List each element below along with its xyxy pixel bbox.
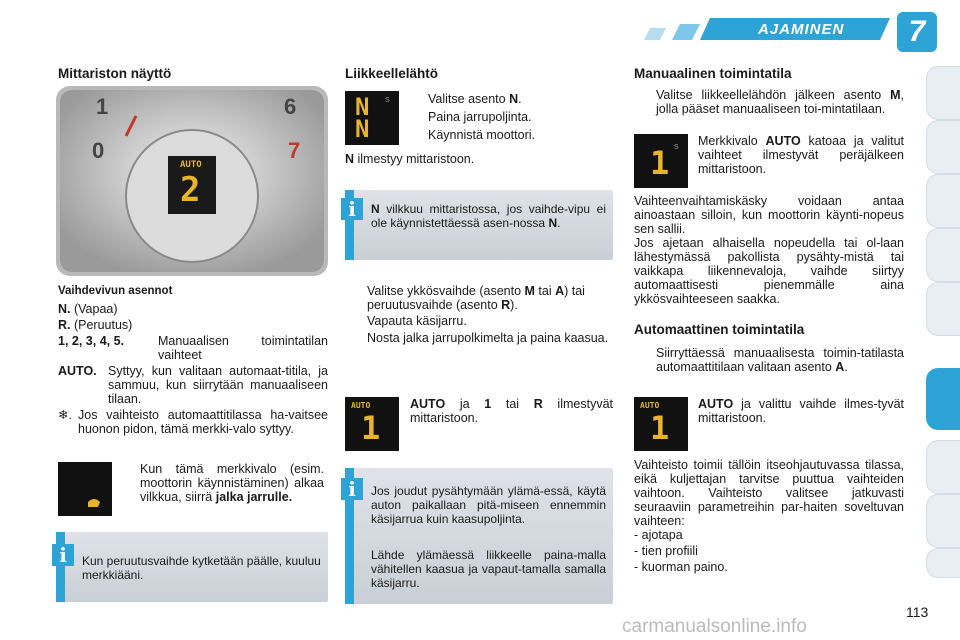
note-n-bold-2: N xyxy=(548,216,558,230)
col3-title-2: Automaattinen toimintatila xyxy=(634,322,805,337)
gear-item-text: (Vapaa) xyxy=(73,302,118,316)
auto-off-b: AUTO xyxy=(765,134,801,148)
gauge-cluster-image xyxy=(56,86,328,276)
header-title: AJAMINEN xyxy=(758,21,845,38)
auto-step-1-t: Siirryttäessä manuaalisesta toimin-tatilasta automaattitilaan valitaan asento xyxy=(656,346,904,374)
mid-step-1-t2: tai xyxy=(534,284,556,298)
gear-positions-title: Vaihdevivun asennot xyxy=(58,285,173,297)
param-list-item: - kuorman paino. xyxy=(634,560,728,574)
brake-warning-thumb xyxy=(58,462,112,516)
gauge-display-mode: AUTO xyxy=(180,160,202,170)
chapter-badge xyxy=(897,12,937,52)
brake-foot-icon xyxy=(58,462,112,516)
gear-item-text: (Peruutus) xyxy=(73,318,133,332)
manual-step-1-t: Valitse liikkeellelähdön jälkeen asento xyxy=(656,88,891,102)
auto-step-1-t2: . xyxy=(844,360,848,374)
note-hill-p1: Jos joudut pysähtymään ylämä-essä, käytä auton paikallaan pitä-miseen ennemmin käsijarrua kuin kaasupoljinta. xyxy=(371,484,606,526)
start-mid-step-3-text: Nosta jalka jarrupolkimelta ja paina kaasua. xyxy=(367,331,609,345)
gauge-display-gear: 2 xyxy=(180,170,201,210)
gear-item-key: AUTO. xyxy=(58,364,97,378)
col2-title: Liikkeellelähtö xyxy=(345,66,439,81)
side-tab-3[interactable] xyxy=(926,174,960,228)
start-step-1-c: . xyxy=(518,92,522,106)
gear-item-text: Syttyy, kun valitaan automaat-titila, ja sammuu, kun siirrytään manuaaliseen tilaan. xyxy=(108,364,328,406)
auto-on-b: AUTO xyxy=(698,397,734,411)
brake-warning-text-b: jalka jarrulle. xyxy=(215,490,293,504)
gear-item-text: Jos vaihteisto automaattitilassa ha-vaitsee huonon pidon, tämä merkki-valo syttyy. xyxy=(78,408,328,436)
start-step-2-text: Paina jarrupoljinta. xyxy=(428,110,532,124)
auto-1-display-auto: AUTO xyxy=(351,401,371,410)
auto-line-b2: 1 xyxy=(484,397,492,411)
n-display-thumb xyxy=(345,91,399,145)
brake-warning-text-a: Kun tämä merkkivalo (esim. moottorin käynnistäminen) alkaa vilkkua, siirrä xyxy=(140,462,324,504)
note-box-n-flashing xyxy=(345,190,613,260)
note-box-reverse xyxy=(56,532,328,602)
side-tab-9[interactable] xyxy=(926,548,960,578)
n-appears-bold: N xyxy=(345,152,355,166)
side-tab-5[interactable] xyxy=(926,282,960,336)
note-n-text-2: . xyxy=(557,216,561,230)
n-display-s-label: S xyxy=(385,97,390,104)
gauge-label-7: 7 xyxy=(288,138,301,163)
start-step-1-text xyxy=(428,92,522,106)
n-appears-line xyxy=(345,152,610,166)
gear-item-key: 1, 2, 3, 4, 5. xyxy=(58,334,125,348)
n-appears-text: ilmestyy mittaristoon. xyxy=(354,152,475,166)
note-hill-p2: Lähde ylämäessä liikkeelle paina-malla vähitellen kaasua ja vapaut-tamalla samalla käsijarru. xyxy=(371,548,606,590)
gauge-label-6: 6 xyxy=(284,94,297,119)
brake-warning-text xyxy=(140,462,324,504)
gauge-label-0: 0 xyxy=(92,138,105,163)
auto-mode-display-thumb xyxy=(634,397,688,451)
auto-1-display-thumb xyxy=(345,397,399,451)
chapter-number: 7 xyxy=(908,15,926,48)
auto-on-t: ja valittu vaihde ilmes-tyvät mittaristoon. xyxy=(698,397,904,425)
manual-1-display-gear: 1 xyxy=(650,144,670,182)
auto-line-b3: R xyxy=(533,397,543,411)
info-icon: i xyxy=(52,544,74,566)
mid-step-1-t3: ) tai peruutusvaihde (asento xyxy=(367,284,585,312)
auto-off-text xyxy=(698,134,904,176)
auto-mode-display-gear: 1 xyxy=(650,409,670,447)
manual-1-display-s: S xyxy=(674,144,679,151)
col1-title: Mittariston näyttö xyxy=(58,66,172,81)
side-tab-1[interactable] xyxy=(926,66,960,120)
auto-step-1-b: A xyxy=(835,360,845,374)
manual-para-1: Vaihteenvaihtamiskäsky voidaan antaa ainoastaan silloin, kun moottorin käynti-nopeus sen sallii. xyxy=(634,194,904,236)
n-display-glyph-top: N xyxy=(355,93,370,121)
header-banner xyxy=(640,10,920,46)
col3-title: Manuaalinen toimintatila xyxy=(634,66,792,81)
watermark: carmanualsonline.info xyxy=(622,616,807,637)
auto-step-1-text xyxy=(656,346,904,374)
auto-line-t1: ja xyxy=(445,397,485,411)
gear-item-key: ❄. xyxy=(58,408,72,422)
gear-item-text: Manuaalisen toimintatilan vaihteet xyxy=(158,334,328,362)
info-icon: i xyxy=(341,478,363,500)
auto-line-t2: tai xyxy=(491,397,534,411)
manual-step-1-text xyxy=(656,88,904,116)
gear-item-key: R. xyxy=(58,318,71,332)
page-number: 113 xyxy=(906,604,929,620)
start-step-1-a: Valitse asento xyxy=(428,92,506,106)
side-tab-8[interactable] xyxy=(926,494,960,548)
info-icon: i xyxy=(341,198,363,220)
param-list-item: - tien profiili xyxy=(634,544,698,558)
manual-step-1-t2: , jolla pääset manuaaliseen toi-mintatilaan. xyxy=(656,88,904,116)
auto-mode-display-auto: AUTO xyxy=(640,401,660,410)
mid-step-1-b2: A xyxy=(555,284,565,298)
note-box-hill-start xyxy=(345,468,613,604)
gauge-label-1: 1 xyxy=(96,94,109,119)
gear-item-key: N. xyxy=(58,302,71,316)
mid-step-1-b: M xyxy=(524,284,535,298)
start-step-1-b: N xyxy=(509,92,519,106)
auto-1-display-gear: 1 xyxy=(361,409,381,447)
auto-on-text xyxy=(698,397,904,425)
side-tab-4[interactable] xyxy=(926,228,960,282)
mid-step-1-t: Valitse ykkösvaihde (asento xyxy=(367,284,525,298)
gear-item-r xyxy=(58,318,328,332)
manual-step-1-b: M xyxy=(890,88,901,102)
auto-line-t3: ilmestyvät mittaristoon. xyxy=(410,397,613,425)
note-text: Kun peruutusvaihde kytketään päälle, kuuluu merkkiääni. xyxy=(82,554,321,582)
auto-line-b1: AUTO xyxy=(410,397,446,411)
start-mid-step-2-text: Vapauta käsijarru. xyxy=(367,314,467,328)
start-step-3-text: Käynnistä moottori. xyxy=(428,128,535,142)
param-list-item: - ajotapa xyxy=(634,528,683,542)
mid-step-1-t4: ). xyxy=(510,298,518,312)
note-text xyxy=(371,202,606,230)
side-tab-7[interactable] xyxy=(926,440,960,494)
auto-para: Vaihteisto toimii tällöin itseohjautuvassa tilassa, eikä kuljettajan tarvitse puuttua vaihteiden vaihtoon. Vaihteisto valitsee jatkuvasti seuraaviin parametreihin par-haiten soveltuvan vaihteen: xyxy=(634,458,904,528)
auto-1-r-line xyxy=(410,397,613,425)
gear-item-n xyxy=(58,302,328,316)
start-mid-step-1-text xyxy=(367,284,613,312)
auto-off-t: Merkkivalo xyxy=(698,134,766,148)
mid-step-1-b3: R xyxy=(501,298,511,312)
manual-1-display-thumb xyxy=(634,134,688,188)
auto-off-t2: katoaa ja valitut vaihteet ilmestyvät peräjälkeen mittaristoon. xyxy=(698,134,904,176)
note-n-text: vilkkuu mittaristossa, jos vaihde-vipu ei ole käynnistettäessä asen-nossa xyxy=(371,202,606,230)
side-tab-2[interactable] xyxy=(926,120,960,174)
note-n-bold: N xyxy=(371,202,380,216)
n-display-glyph-bottom: N xyxy=(355,115,370,143)
manual-para-2: Jos ajetaan alhaisella nopeudella tai ol-laan lähestymässä pakollista pysähty-mistä tai vaikkapa liikennevaloja, vaihde siirtyy automaattisesti pienemmälle aina ykkösvaihteeseen saakka. xyxy=(634,236,904,306)
side-tab-6-active[interactable] xyxy=(926,368,960,430)
